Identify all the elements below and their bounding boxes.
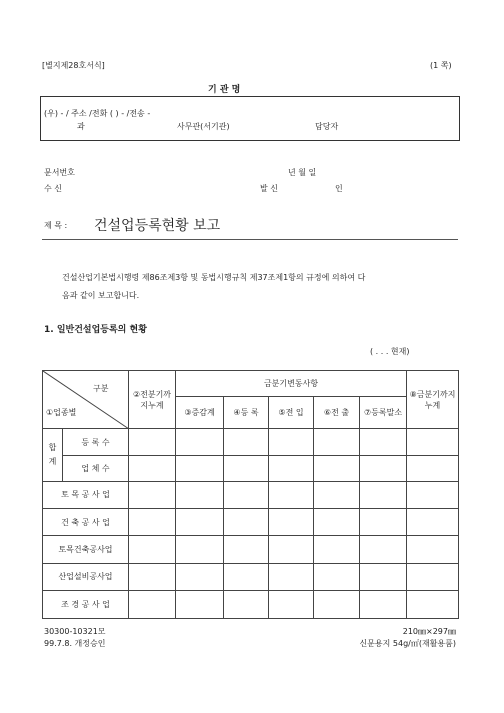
subject-title: 건설업등록현황 보고	[94, 218, 221, 234]
row-label-plant: 산업설비공사업	[43, 563, 129, 590]
cell[interactable]	[176, 563, 224, 590]
cell[interactable]	[407, 590, 459, 618]
cell[interactable]	[129, 429, 176, 455]
cell[interactable]	[224, 536, 269, 563]
subject-label: 제 목 :	[44, 221, 68, 230]
subcol-register: ④등 록	[224, 397, 269, 429]
cell[interactable]	[129, 509, 176, 536]
cell[interactable]	[269, 429, 314, 455]
cell[interactable]	[314, 509, 360, 536]
cell[interactable]	[129, 536, 176, 563]
cell[interactable]	[314, 536, 360, 563]
cell[interactable]	[360, 429, 407, 455]
department-label: 과	[77, 122, 85, 131]
cell[interactable]	[129, 590, 176, 618]
cell[interactable]	[407, 536, 459, 563]
cell[interactable]	[407, 509, 459, 536]
cell[interactable]	[360, 481, 407, 508]
cell[interactable]	[314, 590, 360, 618]
subcol-change-sum: ③증감계	[176, 397, 224, 429]
cell[interactable]	[176, 590, 224, 618]
cell[interactable]	[176, 429, 224, 455]
footer-paper-size: 210㎜×297㎜	[402, 627, 456, 636]
row-label-landscape: 조 경 공 사 업	[43, 590, 129, 618]
address-box	[40, 96, 460, 141]
total-row-companies: 업 체 수	[63, 455, 129, 481]
form-number: [별지제28호서식]	[42, 61, 105, 70]
cell[interactable]	[176, 455, 224, 481]
cell[interactable]	[360, 509, 407, 536]
cell[interactable]	[407, 481, 459, 508]
cell[interactable]	[314, 455, 360, 481]
total-label: 합계	[43, 429, 63, 481]
body-text-line2: 음과 같이 보고합니다.	[62, 291, 140, 300]
seal-mark: 인	[335, 184, 343, 193]
cell[interactable]	[360, 590, 407, 618]
row-label-civil: 토 목 공 사 업	[43, 481, 129, 508]
subject-divider	[42, 239, 458, 240]
officer-label: 담당자	[315, 122, 339, 131]
cell[interactable]	[314, 429, 360, 455]
address-line: (우) - / 주소 /전화 ( ) - /전송 -	[44, 109, 151, 118]
cell[interactable]	[176, 481, 224, 508]
cell[interactable]	[224, 563, 269, 590]
cell[interactable]	[129, 455, 176, 481]
cell[interactable]	[176, 536, 224, 563]
cell[interactable]	[407, 455, 459, 481]
section-title: 1. 일반건설업등록의 현황	[44, 325, 147, 335]
cell[interactable]	[360, 536, 407, 563]
document-number-label: 문서번호	[44, 168, 75, 177]
diagonal-line	[43, 371, 129, 429]
change-header: 금분기변동사항	[176, 371, 407, 397]
corner-header-cell	[43, 371, 129, 429]
prev-total-header: ②전분기까지누계	[129, 371, 176, 429]
cell[interactable]	[269, 509, 314, 536]
current-total-header: ⑧금분기까지누계	[407, 371, 459, 429]
corner-top-label: 구분	[93, 384, 109, 393]
body-text-line1: 건설산업기본법시행령 제86조제3항 및 동법시행규칙 제37조제1항의 규정에 의하여 다	[62, 273, 366, 282]
cell[interactable]	[269, 590, 314, 618]
footer-paper-type: 신문용지 54g/㎡(재활용품)	[359, 639, 456, 648]
cell[interactable]	[224, 509, 269, 536]
subcol-transfer-out: ⑥전 출	[314, 397, 360, 429]
cell[interactable]	[269, 481, 314, 508]
footer-code: 30300-10321모	[44, 627, 106, 636]
row-label-civil-building: 토목건축공사업	[43, 536, 129, 563]
registration-table	[42, 370, 459, 619]
footer-approved: 99.7.8. 개정승인	[44, 639, 106, 648]
cell[interactable]	[314, 481, 360, 508]
cell[interactable]	[129, 481, 176, 508]
recipient-label: 수 신	[44, 184, 62, 193]
cell[interactable]	[407, 563, 459, 590]
subcol-transfer-in: ⑤전 입	[269, 397, 314, 429]
org-name-label: 기 관 명	[208, 85, 241, 95]
as-of-date: ( . . . 현재)	[370, 347, 410, 356]
cell[interactable]	[129, 563, 176, 590]
sender-label: 발 신	[260, 184, 278, 193]
cell[interactable]	[269, 536, 314, 563]
cell[interactable]	[176, 509, 224, 536]
cell[interactable]	[224, 429, 269, 455]
cell[interactable]	[224, 455, 269, 481]
row-label-building: 건 축 공 사 업	[43, 509, 129, 536]
subcol-cancel: ⑦등록말소	[360, 397, 407, 429]
cell[interactable]	[360, 455, 407, 481]
total-row-registered: 등 록 수	[63, 429, 129, 455]
cell[interactable]	[269, 563, 314, 590]
cell[interactable]	[224, 481, 269, 508]
cell[interactable]	[269, 455, 314, 481]
cell[interactable]	[360, 563, 407, 590]
date-label: 년 월 일	[288, 168, 317, 177]
cell[interactable]	[314, 563, 360, 590]
office-label: 사무관(서기관)	[177, 122, 230, 131]
cell[interactable]	[407, 429, 459, 455]
page-number: (1 쪽)	[430, 61, 452, 70]
corner-bottom-label: ①업종별	[46, 408, 77, 417]
cell[interactable]	[224, 590, 269, 618]
